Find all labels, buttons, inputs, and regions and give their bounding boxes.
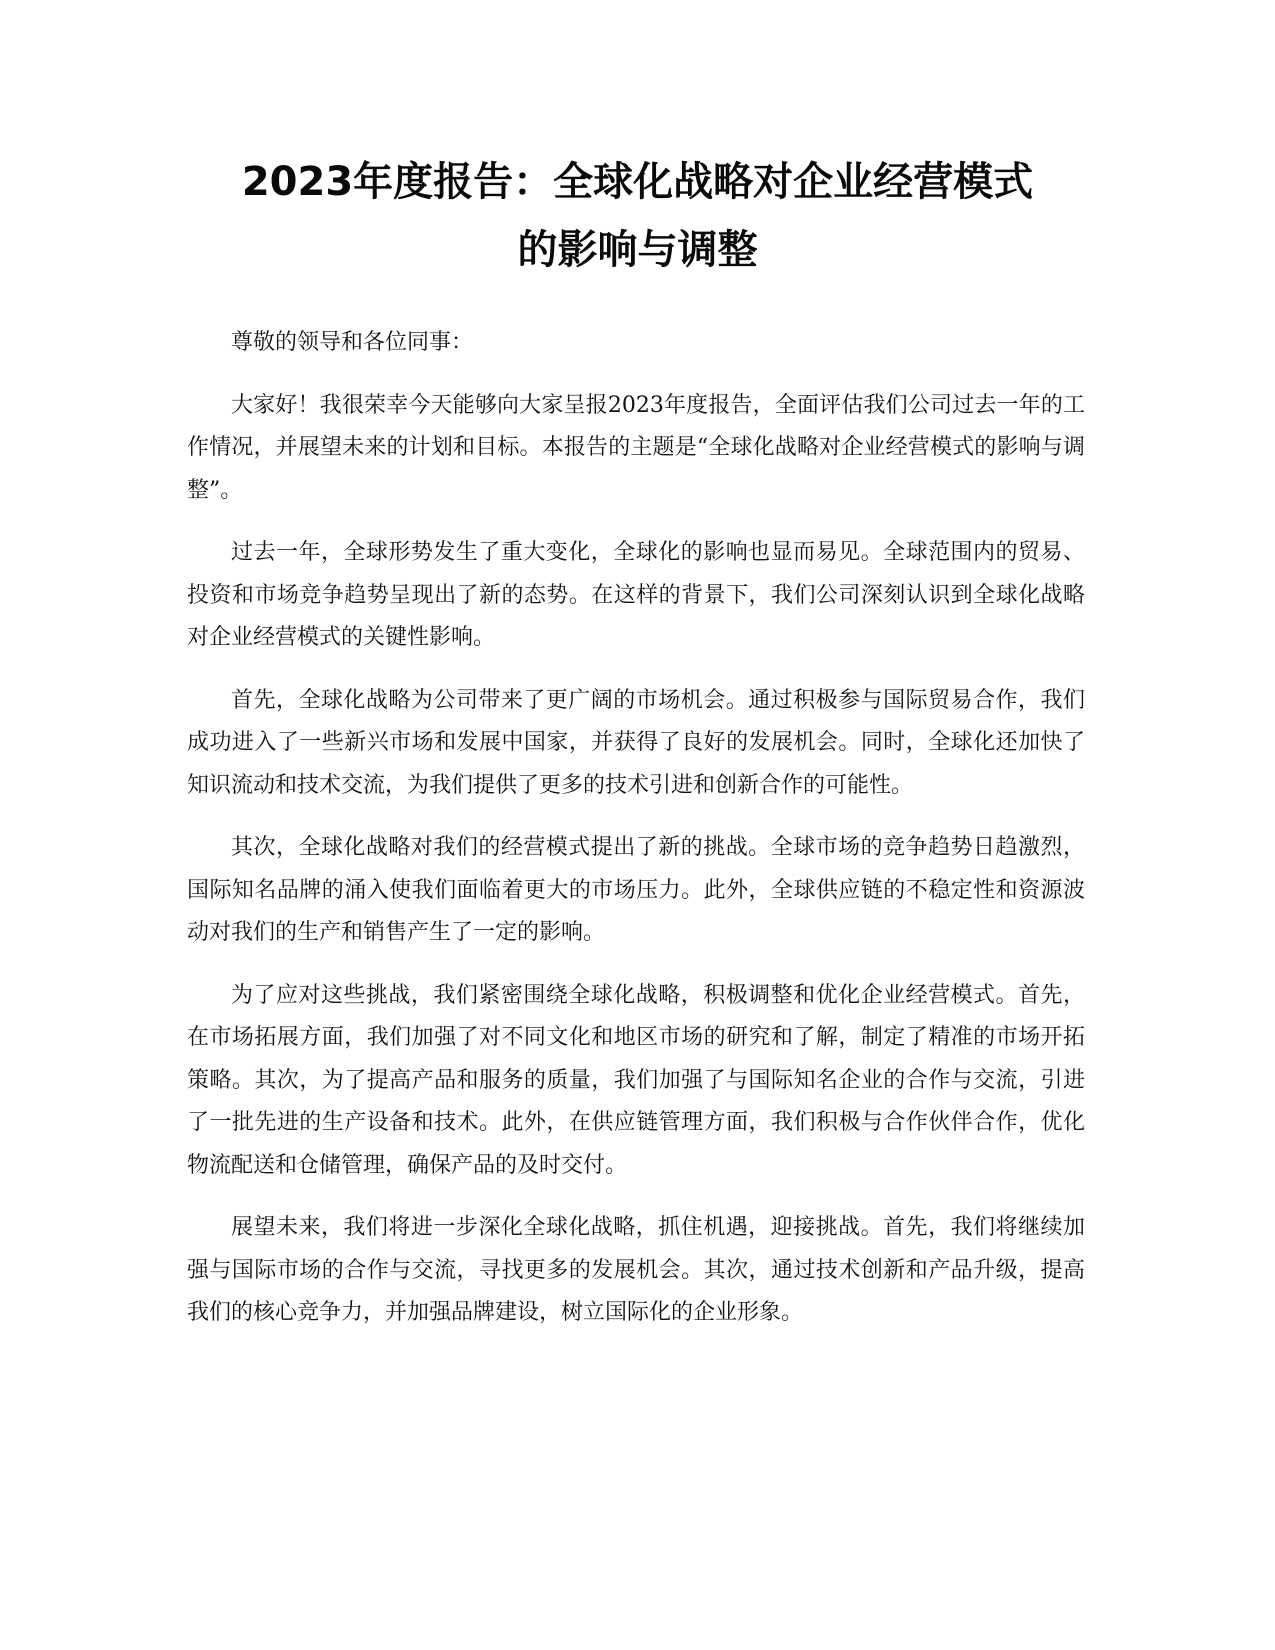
document-title [150,148,1125,284]
body-paragraph: 展望未来，我们将进一步深化全球化战略，抓住机遇，迎接挑战。首先，我们将继续加强与国际市场的合作与交流，寻找更多的发展机会。其次，通过技术创新和产品升级，提高我们的核心竞争力，并加强品牌建设，树立国际化的企业形象。 [187,1215,1085,1325]
body-paragraph: 过去一年，全球形势发生了重大变化，全球化的影响也显而易见。全球范围内的贸易、投资和市场竞争趋势呈现出了新的态势。在这样的背景下，我们公司深刻认识到全球化战略对企业经营模式的关键性影响。 [187,540,1085,650]
body-paragraph: 首先，全球化战略为公司带来了更广阔的市场机会。通过积极参与国际贸易合作，我们成功进入了一些新兴市场和发展中国家，并获得了良好的发展机会。同时，全球化还加快了知识流动和技术交流，为我们提供了更多的技术引进和创新合作的可能性。 [187,687,1085,798]
body-paragraph: 为了应对这些挑战，我们紧密围绕全球化战略，积极调整和优化企业经营模式。首先，在市场拓展方面，我们加强了对不同文化和地区市场的研究和了解，制定了精准的市场开拓策略。其次，为了提高产品和服务的质量，我们加强了与国际知名企业的合作与交流，引进了一批先进的生产设备和技术。此外，在供应链管理方面，我们积极与合作伙伴合作，优化物流配送和仓储管理，确保产品的及时交付。 [187,982,1085,1178]
salutation-paragraph: 尊敬的领导和各位同事： [231,330,474,355]
document-body [187,322,1085,1355]
title-line-1: 2023年度报告：全球化战略对企业经营模式 [241,159,1034,205]
title-line-2: 的影响与调整 [517,227,758,273]
body-paragraph: 其次，全球化战略对我们的经营模式提出了新的挑战。全球市场的竞争趋势日趋激烈，国际知名品牌的涌入使我们面临着更大的市场压力。此外，全球供应链的不稳定性和资源波动对我们的生产和销售产生了一定的影响。 [187,835,1085,945]
body-paragraph: 大家好！我很荣幸今天能够向大家呈报2023年度报告，全面评估我们公司过去一年的工作情况，并展望未来的计划和目标。本报告的主题是“全球化战略对企业经营模式的影响与调整”。 [187,392,1085,503]
